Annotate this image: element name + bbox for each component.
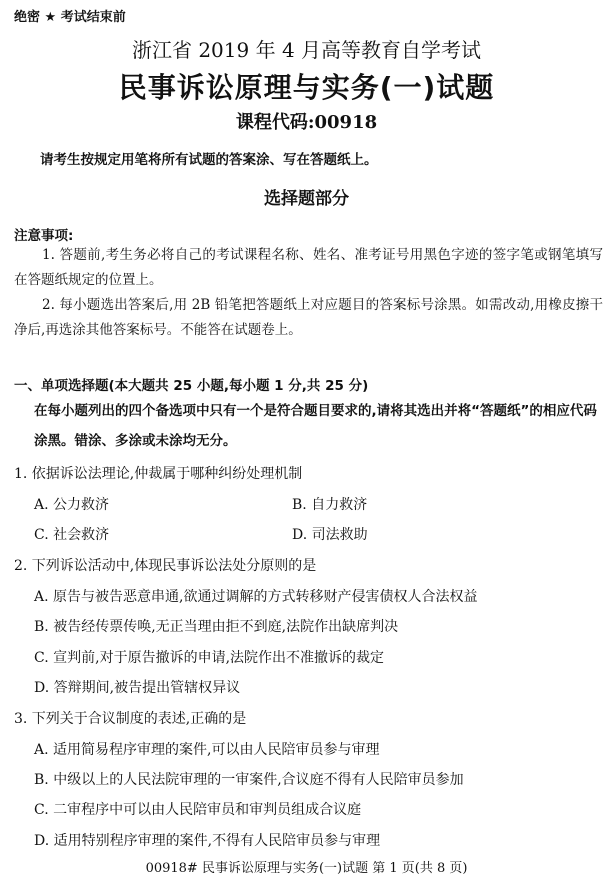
question-stem: 3. 下列关于合议制度的表述,正确的是 <box>14 711 247 727</box>
question-option: B. 自力救济 <box>292 497 368 513</box>
exam-title: 浙江省 2019 年 4 月高等教育自学考试 <box>131 38 482 62</box>
question-option: A. 适用简易程序审理的案件,可以由人民陪审员参与审理 <box>34 742 380 758</box>
question-option: B. 被告经传票传唤,无正当理由拒不到庭,法院作出缺席判决 <box>34 619 399 635</box>
part-heading: 一、单项选择题(本大题共 25 小题,每小题 1 分,共 25 分) <box>14 378 369 394</box>
answer-instruction: 请考生按规定用笔将所有试题的答案涂、写在答题纸上。 <box>40 152 378 168</box>
question-option: B. 中级以上的人民法院审理的一审案件,合议庭不得有人民陪审员参加 <box>34 772 464 788</box>
question-option: D. 适用特别程序审理的案件,不得有人民陪审员参与审理 <box>34 833 381 849</box>
page-footer: 00918# 民事诉讼原理与实务(一)试题 第 1 页(共 8 页) <box>145 861 468 876</box>
course-code: 课程代码:00918 <box>235 112 378 133</box>
question-option: C. 二审程序中可以由人民陪审员和审判员组成合议庭 <box>34 802 362 818</box>
note-item: 1. 答题前,考生务必将自己的考试课程名称、姓名、准考证号用黑色字迹的签字笔或钢笔填写在答题纸规定的位置上。 <box>14 247 603 288</box>
question-option: D. 答辩期间,被告提出管辖权异议 <box>34 680 241 696</box>
paper-title: 民事诉讼原理与实务(一)试题 <box>118 71 495 104</box>
question-option: A. 原告与被告恶意串通,欲通过调解的方式转移财产侵害债权人合法权益 <box>34 589 478 605</box>
secret-label: 绝密 ★ 考试结束前 <box>14 10 126 25</box>
notes-heading: 注意事项: <box>14 228 74 244</box>
question-option: C. 宣判前,对于原告撤诉的申请,法院作出不准撤诉的裁定 <box>34 650 385 666</box>
question-option: A. 公力救济 <box>34 497 110 513</box>
note-item: 2. 每小题选出答案后,用 2B 铅笔把答题纸上对应题目的答案标号涂黑。如需改动,用橡皮擦干净后,再选涂其他答案标号。不能答在试题卷上。 <box>14 297 603 338</box>
question-option: D. 司法救助 <box>292 527 368 543</box>
question-stem: 2. 下列诉讼活动中,体现民事诉讼法处分原则的是 <box>14 558 317 574</box>
part-description: 在每小题列出的四个备选项中只有一个是符合题目要求的,请将其选出并将“答题纸”的相应代码涂黑。错涂、多涂或未涂均无分。 <box>34 403 597 449</box>
question-option: C. 社会救济 <box>34 527 110 543</box>
question-stem: 1. 依据诉讼法理论,仲裁属于哪种纠纷处理机制 <box>14 466 303 482</box>
section-title: 选择题部分 <box>264 189 349 209</box>
